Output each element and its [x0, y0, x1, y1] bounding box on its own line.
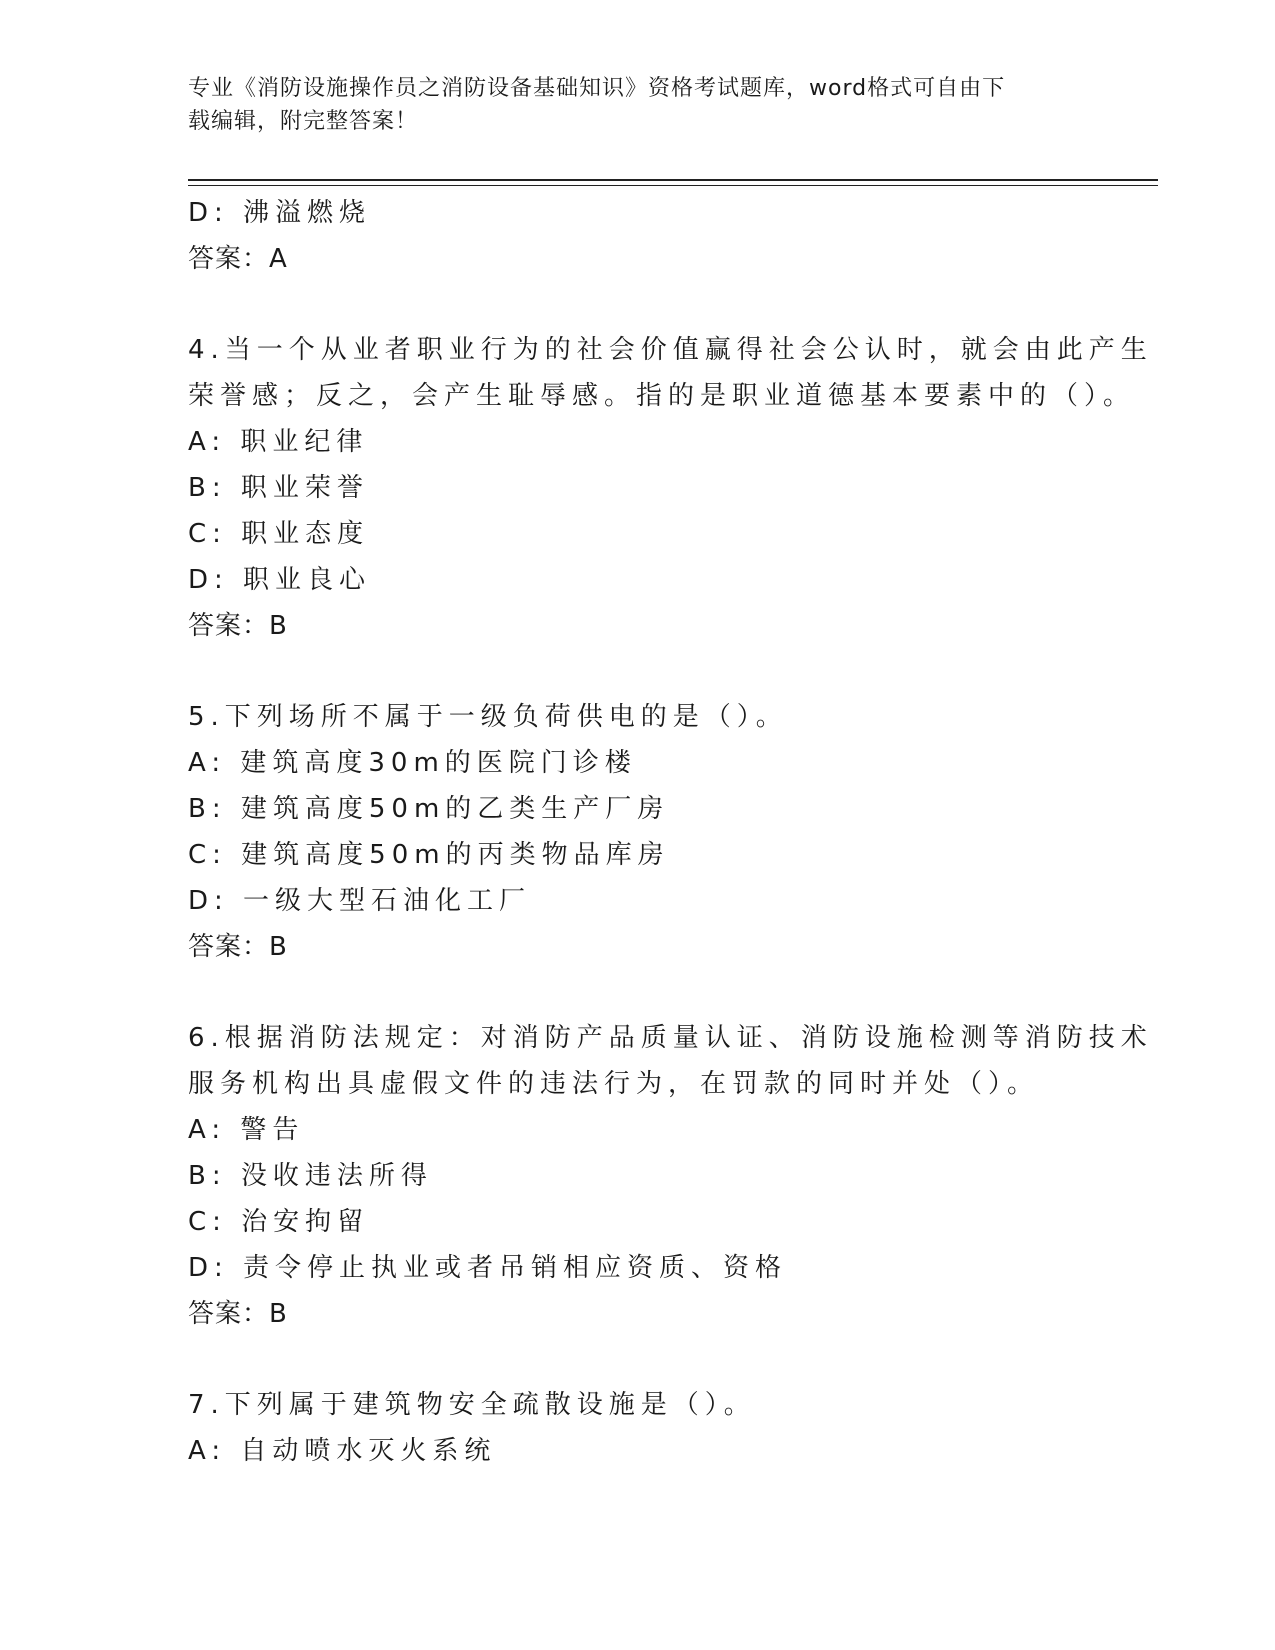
- question-stem: 荣誉感；反之，会产生耻辱感。指的是职业道德基本要素中的（）。: [188, 381, 1136, 411]
- question-7: [188, 1382, 1088, 1474]
- option-c: C: 治安拘留: [188, 1207, 370, 1237]
- option-d: D: 责令停止执业或者吊销相应资质、资格: [188, 1253, 788, 1283]
- answer: 答案：A: [188, 244, 288, 274]
- header-rule-thin: [188, 185, 1158, 186]
- question-stem: 5.下列场所不属于一级负荷供电的是（）。: [188, 702, 788, 732]
- question-stem: 7.下列属于建筑物安全疏散设施是（）。: [188, 1390, 756, 1420]
- question-list: [188, 190, 1153, 1474]
- question-stem: 4.当一个从业者职业行为的社会价值赢得社会公认时，就会由此产生: [188, 335, 1153, 365]
- option-b: B: 没收违法所得: [188, 1161, 433, 1191]
- answer: 答案：B: [188, 932, 288, 962]
- question-stem: 服务机构出具虚假文件的违法行为，在罚款的同时并处（）。: [188, 1069, 1040, 1099]
- question-3-tail: [188, 190, 1088, 282]
- question-5: [188, 694, 1088, 970]
- option-a: A: 警告: [188, 1115, 305, 1145]
- option-d: D: 一级大型石油化工厂: [188, 886, 532, 916]
- option-d: D: 职业良心: [188, 565, 372, 595]
- option-a: A: 职业纪律: [188, 427, 369, 457]
- option-a: A: 建筑高度30m的医院门诊楼: [188, 748, 637, 778]
- answer: 答案：B: [188, 1299, 288, 1329]
- answer: 答案：B: [188, 611, 288, 641]
- option-b: B: 建筑高度50m的乙类生产厂房: [188, 794, 670, 824]
- document-header: [188, 72, 1068, 138]
- header-line-2: 载编辑，附完整答案！: [188, 109, 419, 134]
- question-6: [188, 1015, 1153, 1337]
- header-line-1: 专业《消防设施操作员之消防设备基础知识》资格考试题库，word格式可自由下: [188, 76, 1006, 101]
- question-stem: 6.根据消防法规定：对消防产品质量认证、消防设施检测等消防技术: [188, 1023, 1153, 1053]
- header-rule-thick: [188, 179, 1158, 181]
- option-c: C: 建筑高度50m的丙类物品库房: [188, 840, 670, 870]
- option-b: B: 职业荣誉: [188, 473, 369, 503]
- option-d: D: 沸溢燃烧: [188, 198, 372, 228]
- question-4: [188, 327, 1153, 649]
- option-c: C: 职业态度: [188, 519, 370, 549]
- option-a: A: 自动喷水灭火系统: [188, 1436, 497, 1466]
